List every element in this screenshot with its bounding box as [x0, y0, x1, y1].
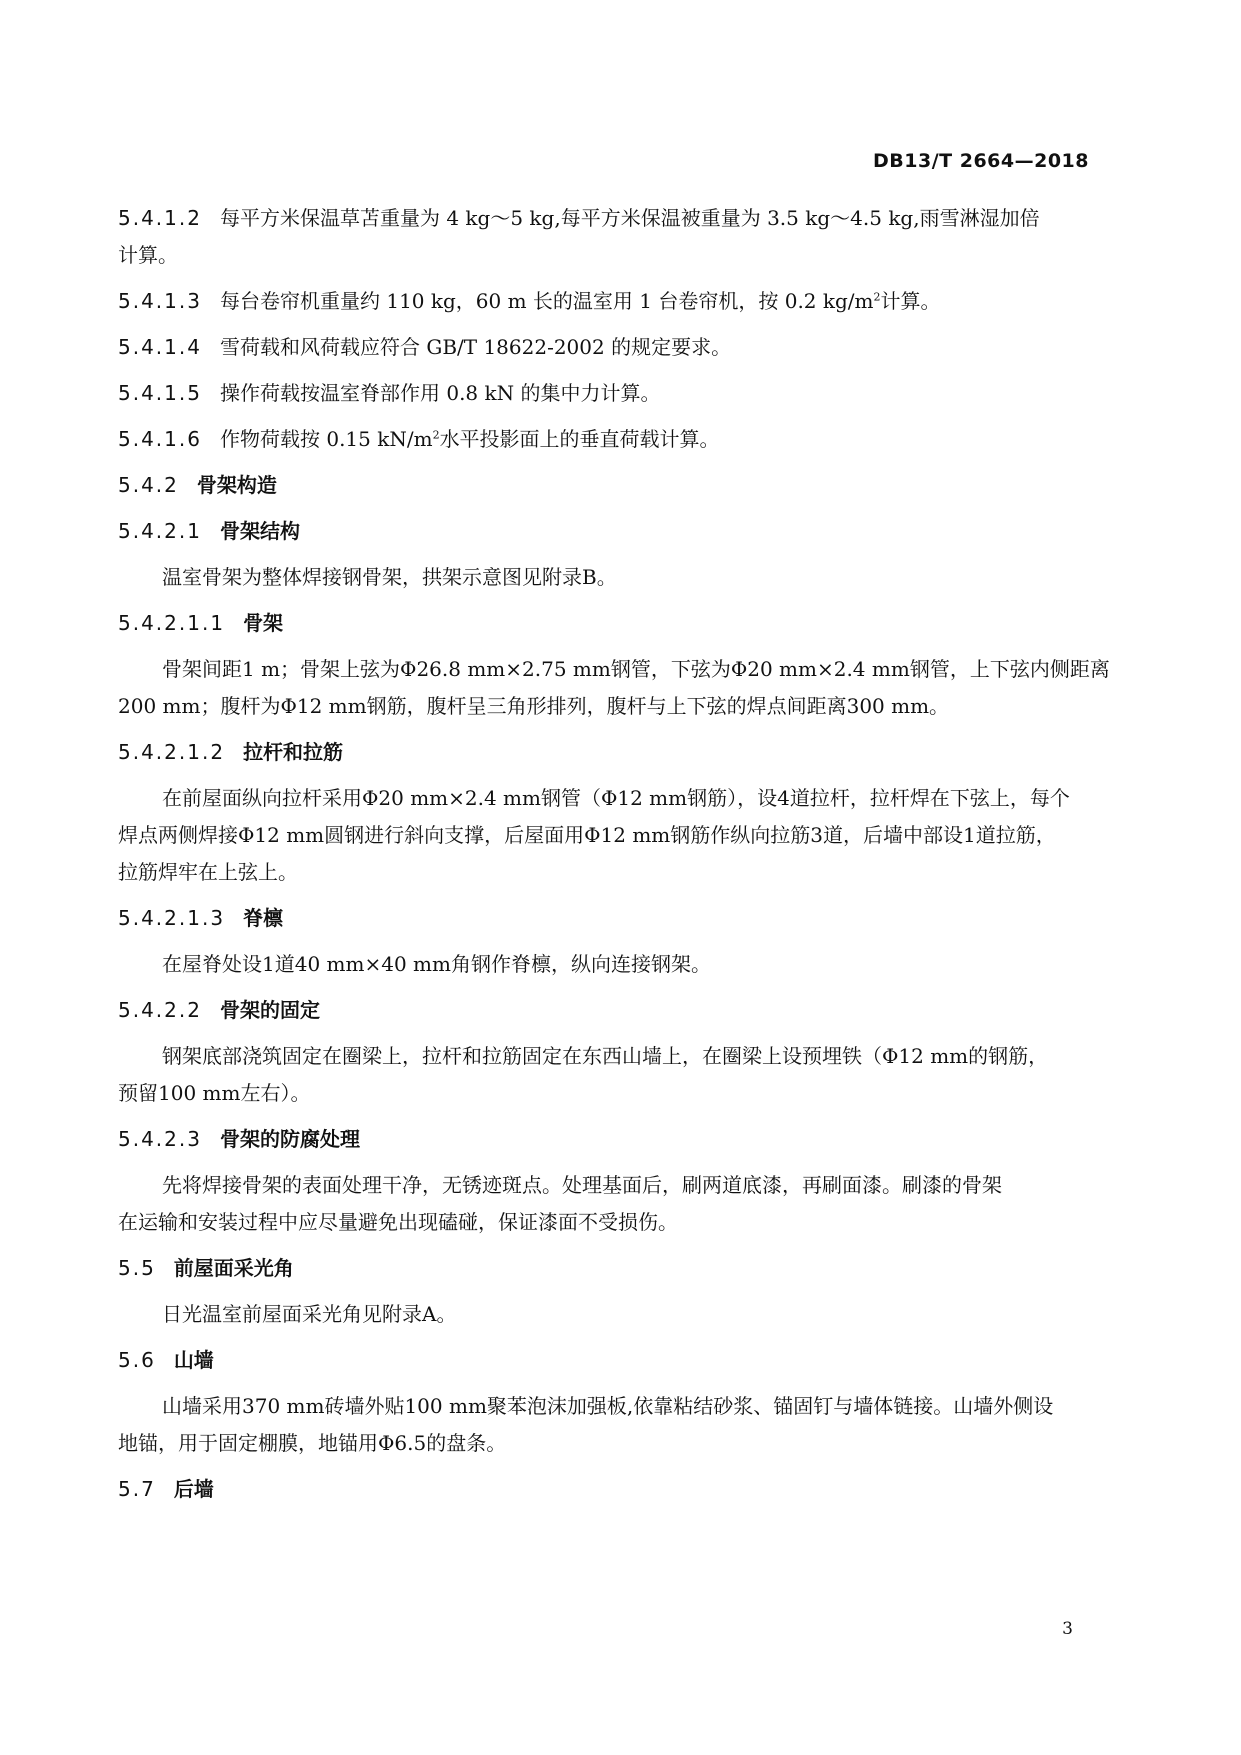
clause-5-4-1-4	[118, 329, 1093, 366]
superscript: 2	[432, 428, 440, 442]
heading-number: 5.5	[118, 1256, 156, 1280]
paragraph-line: 温室骨架为整体焊接钢骨架，拱架示意图见附录B。	[162, 565, 617, 589]
paragraph-line: 在运输和安装过程中应尽量避免出现磕碰，保证漆面不受损伤。	[118, 1210, 678, 1234]
clause-5-4-1-3	[118, 283, 1093, 320]
heading-5-6	[118, 1342, 1093, 1379]
clause-continuation: 计算。	[118, 243, 178, 267]
heading-number: 5.4.2.1.3	[118, 906, 226, 930]
paragraph-line: 日光温室前屋面采光角见附录A。	[162, 1302, 457, 1326]
heading-number: 5.7	[118, 1477, 156, 1501]
heading-5-4-2-1-1	[118, 605, 1093, 642]
heading-title: 拉杆和拉筋	[243, 740, 344, 764]
clause-number: 5.4.1.3	[118, 289, 202, 313]
clause-number: 5.4.1.4	[118, 335, 202, 359]
heading-number: 5.4.2.1.2	[118, 740, 226, 764]
paragraph-line: 先将焊接骨架的表面处理干净，无锈迹斑点。处理基面后，刷两道底漆，再刷面漆。刷漆的骨架	[162, 1173, 1002, 1197]
paragraph-line: 在前屋面纵向拉杆采用Φ20 mm×2.4 mm钢管（Φ12 mm钢筋），设4道拉杆，拉杆焊在下弦上，每个	[162, 786, 1070, 810]
paragraph-line: 骨架间距1 m；骨架上弦为Φ26.8 mm×2.75 mm钢管，下弦为Φ20 mm×2.4 mm钢管，上下弦内侧距离	[162, 657, 1110, 681]
heading-5-4-2	[118, 467, 1093, 504]
clause-text: 作物荷载按 0.15 kN/m	[219, 427, 433, 451]
clause-5-4-1-5	[118, 375, 1093, 412]
clause-number: 5.4.1.6	[118, 427, 202, 451]
heading-5-4-2-3	[118, 1121, 1093, 1158]
heading-title: 骨架的固定	[219, 998, 320, 1022]
heading-number: 5.4.2.3	[118, 1127, 202, 1151]
heading-title: 山墙	[173, 1348, 214, 1372]
paragraph-line: 焊点两侧焊接Φ12 mm圆钢进行斜向支撑，后屋面用Φ12 mm钢筋作纵向拉筋3道，后墙中部设1道拉筋，	[118, 823, 1056, 847]
heading-5-5	[118, 1250, 1093, 1287]
heading-title: 骨架的防腐处理	[219, 1127, 360, 1151]
clause-text: 雪荷载和风荷载应符合 GB/T 18622-2002 的规定要求。	[219, 335, 732, 359]
paragraph-line: 200 mm；腹杆为Φ12 mm钢筋，腹杆呈三角形排列，腹杆与上下弦的焊点间距离300 mm。	[118, 694, 950, 718]
paragraph-line: 钢架底部浇筑固定在圈梁上，拉杆和拉筋固定在东西山墙上，在圈梁上设预埋铁（Φ12 mm的钢筋，	[162, 1044, 1049, 1068]
clause-number: 5.4.1.2	[118, 206, 202, 230]
heading-title: 骨架	[243, 611, 284, 635]
clause-text: 每平方米保温草苫重量为 4 kg～5 kg,每平方米保温被重量为 3.5 kg～4.5 kg,雨雪淋湿加倍	[219, 206, 1040, 230]
heading-title: 前屋面采光角	[173, 1256, 294, 1280]
page-number: 3	[1062, 1619, 1073, 1639]
clause-5-4-1-2	[118, 200, 1093, 237]
heading-5-7	[118, 1471, 1093, 1508]
clause-5-4-1-6	[118, 421, 1093, 458]
heading-5-4-2-1-2	[118, 734, 1093, 771]
heading-number: 5.4.2.1	[118, 519, 202, 543]
paragraph-line: 山墙采用370 mm砖墙外贴100 mm聚苯泡沫加强板,依靠粘结砂浆、锚固钉与墙体链接。山墙外侧设	[162, 1394, 1054, 1418]
paragraph-line: 预留100 mm左右）。	[118, 1081, 311, 1105]
document-id: DB13/T 2664—2018	[873, 150, 1089, 172]
paragraph-line: 拉筋焊牢在上弦上。	[118, 860, 298, 884]
heading-number: 5.4.2.2	[118, 998, 202, 1022]
heading-5-4-2-1	[118, 513, 1093, 550]
heading-5-4-2-1-3	[118, 900, 1093, 937]
paragraph-line: 地锚，用于固定棚膜，地锚用Φ6.5的盘条。	[118, 1431, 507, 1455]
clause-number: 5.4.1.5	[118, 381, 202, 405]
heading-title: 脊檩	[243, 906, 284, 930]
clause-text: 每台卷帘机重量约 110 kg，60 m 长的温室用 1 台卷帘机，按 0.2 kg/m	[219, 289, 874, 313]
clause-text-tail: 水平投影面上的垂直荷载计算。	[439, 427, 720, 451]
heading-5-4-2-2	[118, 992, 1093, 1029]
paragraph-line: 在屋脊处设1道40 mm×40 mm角钢作脊檩，纵向连接钢架。	[162, 952, 711, 976]
clause-text: 操作荷载按温室脊部作用 0.8 kN 的集中力计算。	[219, 381, 661, 405]
heading-number: 5.6	[118, 1348, 156, 1372]
heading-title: 骨架构造	[196, 473, 277, 497]
document-body	[118, 200, 1110, 1508]
clause-text-tail: 计算。	[880, 289, 941, 313]
heading-title: 骨架结构	[219, 519, 300, 543]
heading-title: 后墙	[173, 1477, 214, 1501]
heading-number: 5.4.2.1.1	[118, 611, 226, 635]
superscript: 2	[873, 290, 881, 304]
heading-number: 5.4.2	[118, 473, 179, 497]
